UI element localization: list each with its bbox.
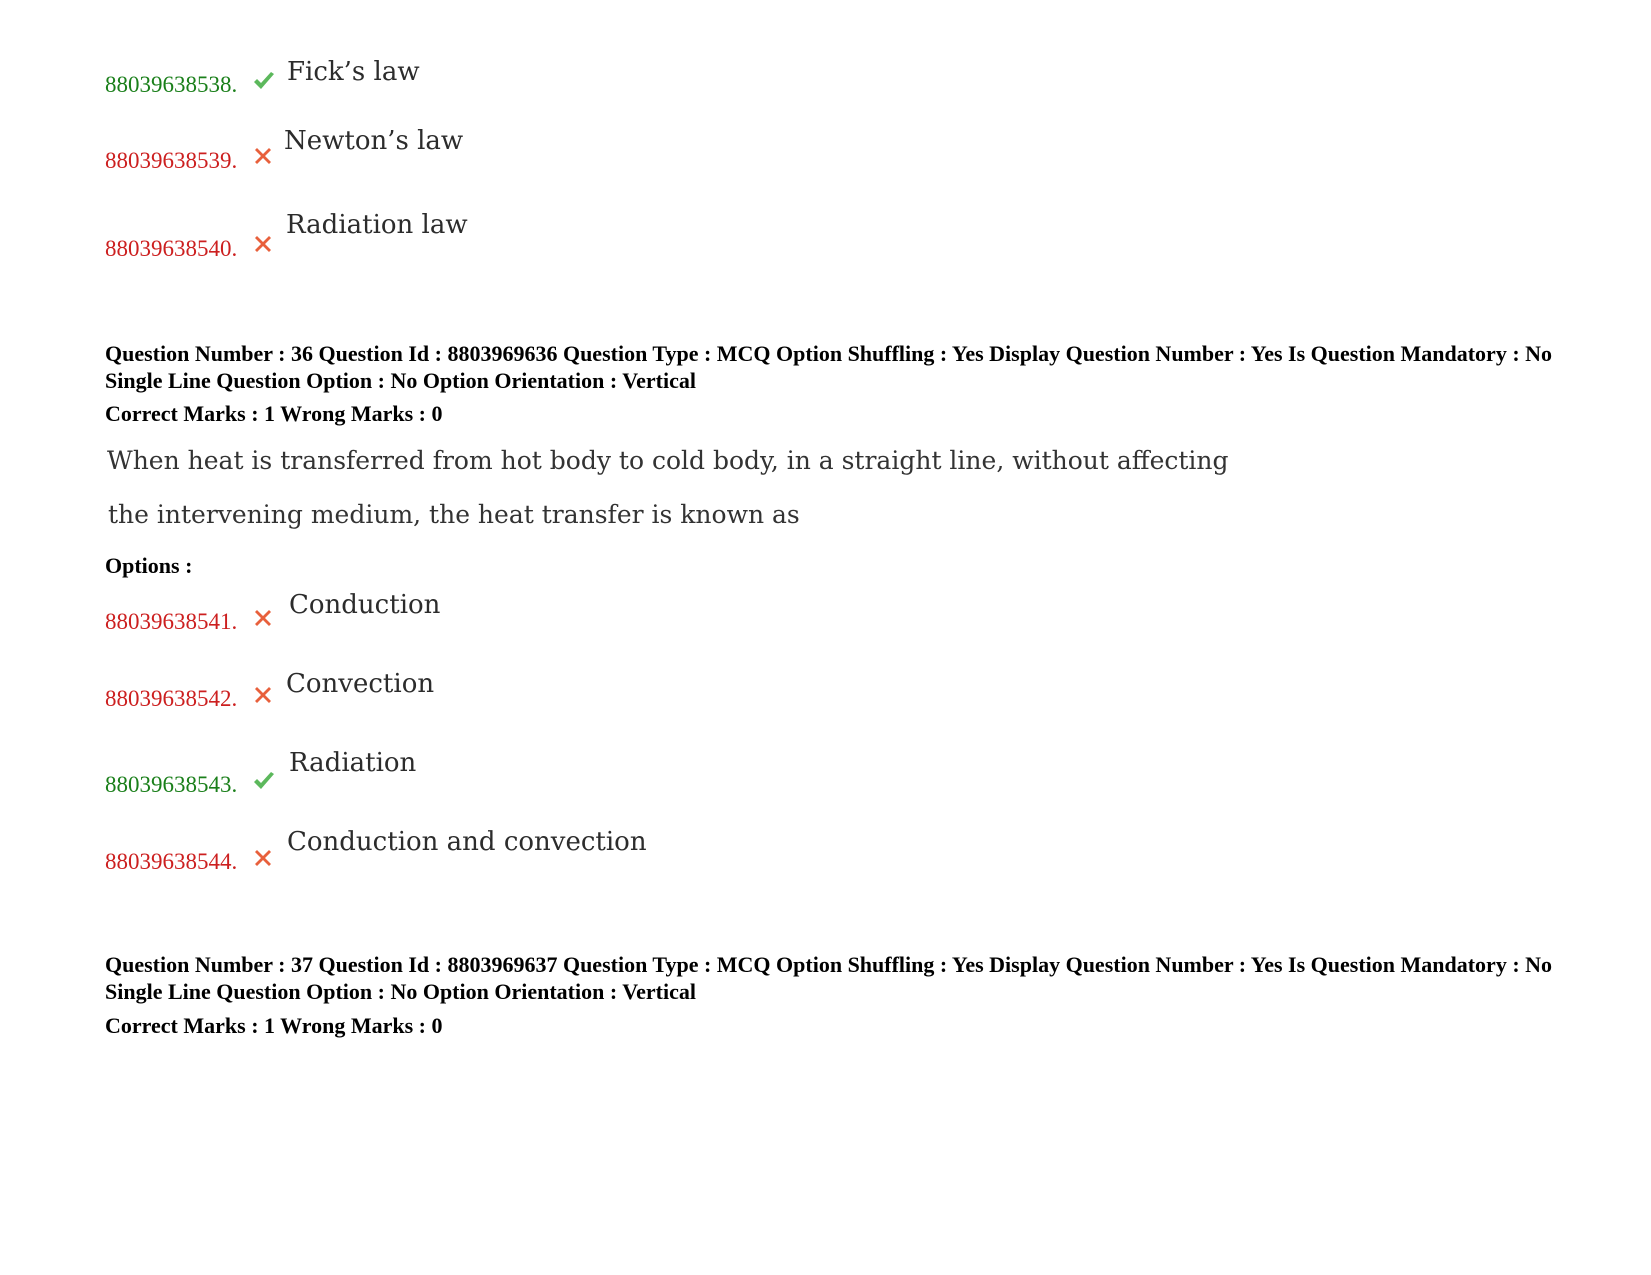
options-label: Options : (105, 553, 193, 578)
cross-icon (253, 608, 277, 630)
cross-icon (253, 685, 277, 707)
option-id: 88039638542. (105, 686, 238, 711)
option-text: Newton’s law (284, 126, 464, 156)
cross-icon (253, 848, 277, 870)
question-text-line: the intervening medium, the heat transfer is known as (108, 500, 800, 529)
check-icon (252, 70, 276, 92)
option-text: Radiation (289, 748, 417, 778)
option-text: Conduction and convection (287, 827, 647, 857)
option-id: 88039638539. (105, 148, 238, 173)
option-id: 88039638541. (105, 609, 238, 634)
option-id: 88039638538. (105, 72, 238, 97)
question-text-line: When heat is transferred from hot body to cold body, in a straight line, without affecting (107, 446, 1229, 475)
question-marks: Correct Marks : 1 Wrong Marks : 0 (105, 1013, 443, 1038)
option-id: 88039638543. (105, 772, 238, 797)
cross-icon (253, 234, 277, 256)
option-text: Fick’s law (287, 57, 420, 87)
option-id: 88039638544. (105, 849, 238, 874)
question-marks: Correct Marks : 1 Wrong Marks : 0 (105, 401, 443, 426)
question-meta: Question Number : 37 Question Id : 8803969637 Question Type : MCQ Option Shuffling : Yes Display Question Number : Yes Is Question Mandatory : No Single Line Question Option : No Option Orientation : Vertical (105, 952, 1553, 1004)
option-text: Radiation law (286, 210, 468, 240)
question-meta: Question Number : 36 Question Id : 8803969636 Question Type : MCQ Option Shuffling : Yes Display Question Number : Yes Is Question Mandatory : No Single Line Question Option : No Option Orientation : Vertical (105, 341, 1553, 393)
option-text: Convection (286, 669, 435, 699)
cross-icon (253, 146, 277, 168)
option-text: Conduction (289, 590, 441, 620)
check-icon (252, 770, 276, 792)
option-id: 88039638540. (105, 236, 238, 261)
